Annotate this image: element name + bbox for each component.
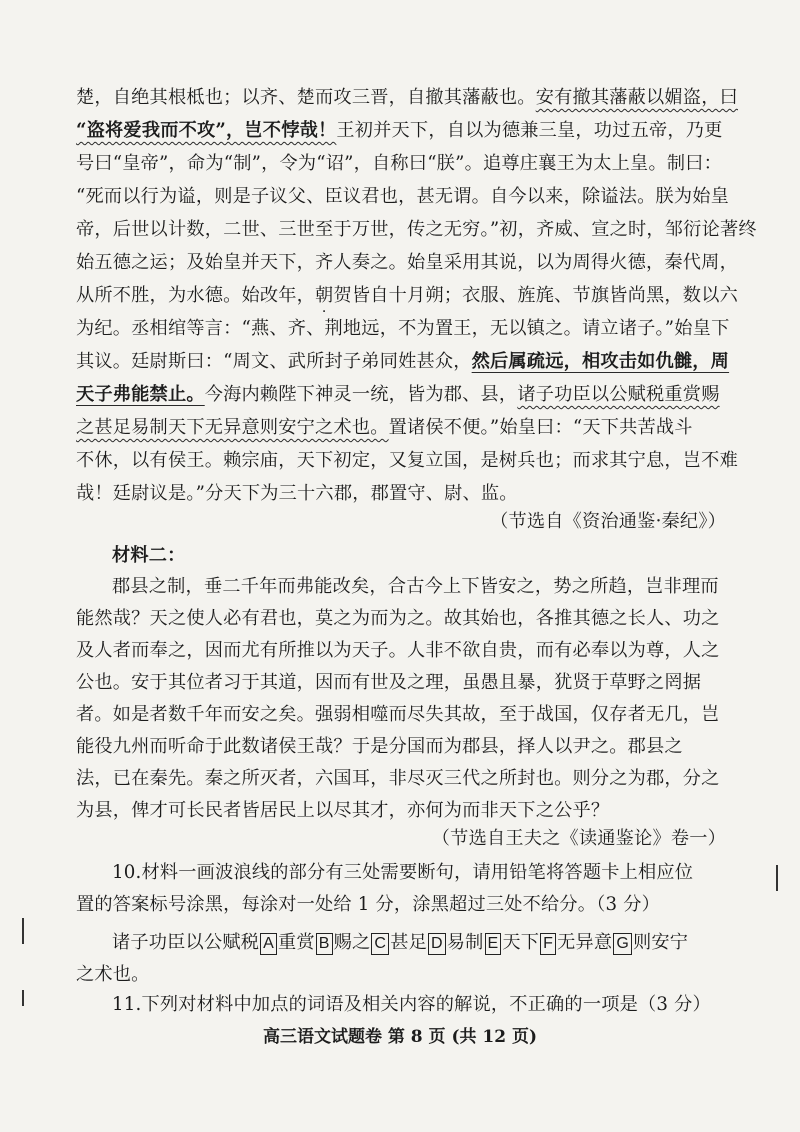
m1-line-8: 为纪。丞相绾等言：“燕、齐、荆地远，不为置王，无以镇之。请立诸子。”始皇下 [76, 318, 730, 339]
q10-line-1: 10.材料一画波浪线的部分有三处需要断句，请用铅笔将答题卡上相应位 [112, 862, 694, 883]
option-box-c[interactable]: C [371, 933, 389, 955]
m1-line-1: 楚，自绝其根柢也；以齐、楚而攻三晋，自撤其藩蔽也。安有撤其藩蔽以媚盗，曰 [76, 87, 738, 108]
option-box-e[interactable]: E [485, 933, 502, 955]
m1-line-11: 之甚足易制天下无异意则安宁之术也。置诸侯不便。”始皇曰：“天下共苦战斗 [76, 417, 693, 438]
q10-options: 诸子功臣以公赋税 A 重赏 B 赐之 C 甚足 D 易制 E 天下 F 无异意 G 则安宁 [112, 932, 689, 953]
page-footer: 高三语文试题卷 第 8 页 (共 12 页) [262, 1027, 538, 1047]
q11-text: 11.下列对材料中加点的词语及相关内容的解说，不正确的一项是（3 分） [112, 994, 711, 1015]
m2-line-1: 郡县之制，垂二千年而弗能改矣，合古今上下皆安之，势之所趋，岂非理而 [112, 576, 719, 597]
m2-line-3: 及人者而奉之，因而尤有所推以为天子。人非不欲自贵，而有必奉以为尊，人之 [76, 640, 720, 661]
m1-line-12: 不休，以有侯王。赖宗庙，天下初定，又复立国，是树兵也；而求其宁息，岂不难 [76, 450, 738, 471]
m2-line-7: 法，已在秦先。秦之所灭者，六国耳，非尽灭三代之所封也。则分之为郡，分之 [76, 768, 720, 789]
option-box-f[interactable]: F [540, 933, 556, 955]
q10-line-2: 置的答案标号涂黑，每涂对一处给 1 分，涂黑超过三处不给分。（3 分） [76, 894, 661, 915]
m2-source: （节选自王夫之《读通鉴论》卷一） [431, 828, 726, 849]
m1-line-9: 其议。廷尉斯曰：“周文、武所封子弟同姓甚众，然后属疏远，相攻击如仇雠，周 [76, 351, 730, 372]
m2-line-6: 能役九州而听命于此数诸侯王哉？于是分国而为郡县，择人以尹之。郡县之 [76, 736, 683, 757]
margin-mark-right [776, 865, 778, 891]
margin-mark-top [22, 918, 24, 944]
m1-line-2: “盗将爱我而不攻”，岂不悖哉！王初并天下，自以为德兼三皇，功过五帝，乃更 [76, 120, 723, 141]
m2-label: 材料二： [112, 545, 186, 566]
m2-line-5: 者。如是者数千年而安之矣。强弱相噬而尽失其故，至于战国，仅存者无几，岂 [76, 704, 720, 725]
option-box-g[interactable]: G [613, 933, 632, 955]
m2-line-4: 公也。安于其位者习于其道，因而有世及之理，虽愚且暴，犹贤于草野之罔据 [76, 672, 702, 693]
m1-line-7: 从所不胜，为水德。始改年，朝贺皆自十月朔；衣服、旌旄、节旗皆尚黑，数以六 [76, 285, 738, 306]
m1-line-3: 号曰“皇帝”，命为“制”，令为“诏”，自称曰“朕”。追尊庄襄王为太上皇。制曰： [76, 153, 722, 174]
m1-line-5: 帝，后世以计数，二世、三世至于万世，传之无穷。”初，齐威、宣之时，邹衍论著终 [76, 219, 757, 240]
m2-line-8: 为县，俾才可长民者皆居民上以尽其才，亦何为而非天下之公乎？ [76, 800, 610, 821]
m1-line-6: 始五德之运；及始皇并天下，齐人奏之。始皇采用其说，以为周得火德，秦代周， [76, 252, 738, 273]
dotted-word: 朝 [315, 285, 334, 306]
option-box-a[interactable]: A [260, 933, 277, 955]
option-box-d[interactable]: D [428, 933, 446, 955]
m1-line-13: 哉！廷尉议是。”分天下为三十六郡，郡置守、尉、监。 [76, 483, 518, 504]
m1-source: （节选自《资治通鉴·秦纪》） [490, 511, 726, 532]
m1-line-4: “死而以行为谥，则是子议父、臣议君也，甚无谓。自今以来，除谥法。朕为始皇 [76, 186, 730, 207]
margin-mark-bottom [22, 990, 24, 1006]
q10-tail: 之术也。 [76, 964, 150, 985]
option-box-b[interactable]: B [316, 933, 333, 955]
m1-line-10: 天子弗能禁止。今海内赖陛下神灵一统，皆为郡、县，诸子功臣以公赋税重赏赐 [76, 384, 720, 405]
m2-line-2: 能然哉？天之使人必有君也，莫之为而为之。故其始也，各推其德之长人、功之 [76, 608, 720, 629]
